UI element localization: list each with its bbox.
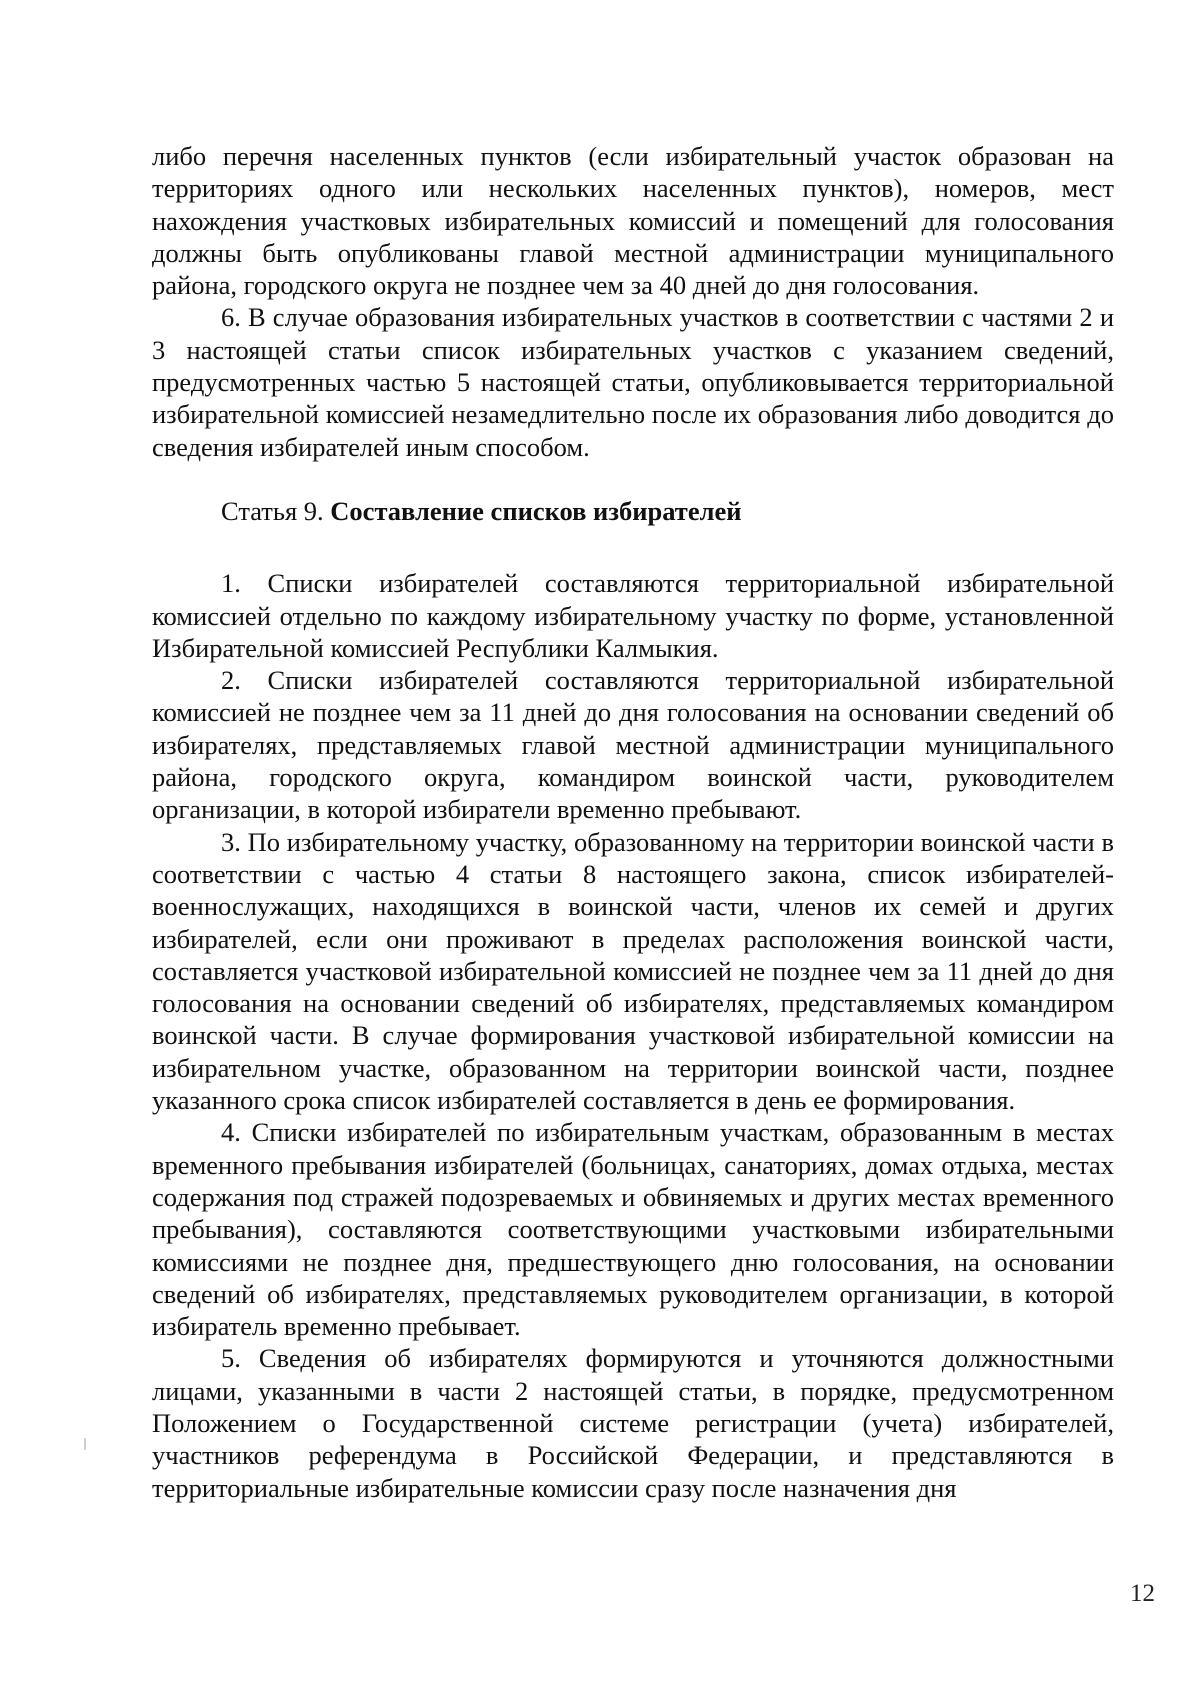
paragraph-item-2: 2. Списки избирателей составляются территориальной избирательной комиссией не позднее чем за 11 дней до дня голосования на основании сведений об избирателях, представляемых главой местной администрации муниципального района, городского округа, командиром воинской части, руководителем организации, в которой избиратели временно пребывают. <box>152 665 1114 825</box>
paragraph-item-3: 3. По избирательному участку, образованному на территории воинской части в соответствии с частью 4 статьи 8 настоящего закона, список избирателей-военнослужащих, находящихся в воинской части, членов их семей и других избирателей, если они проживают в пределах расположения воинской части, составляется участковой избирательной комиссией не позднее чем за 11 дней до дня голосования на основании сведений об избирателях, представляемых командиром воинской части. В случае формирования участковой избирательной комиссии на избирательном участке, образованном на территории воинской части, позднее указанного срока список избирателей составляется в день ее формирования. <box>152 826 1114 1116</box>
article-title: Составление списков избирателей <box>330 495 742 526</box>
document-body <box>152 140 1114 1504</box>
article-heading <box>152 495 1114 527</box>
article-label: Статья 9. <box>221 495 331 526</box>
paragraph-continuation: либо перечня населенных пунктов (если избирательный участок образован на территориях одного или нескольких населенных пунктов), номеров, мест нахождения участковых избирательных комиссий и помещений для голосования должны быть опубликованы главой местной администрации муниципального района, городского округа не позднее чем за 40 дней до дня голосования. <box>152 141 1114 301</box>
paragraph-item-4: 4. Списки избирателей по избирательным участкам, образованным в местах временного пребывания избирателей (больницах, санаториях, домах отдыха, местах содержания под стражей подозреваемых и обвиняемых и других местах временного пребывания), составляются соответствующими участковыми избирательными комиссиями не позднее дня, предшествующего дню голосования, на основании сведений об избирателях, представляемых руководителем организации, в которой избиратель временно пребывает. <box>152 1117 1114 1342</box>
paragraph-item-5: 5. Сведения об избирателях формируются и уточняются должностными лицами, указанными в части 2 настоящей статьи, в порядке, предусмотренном Положением о Государственной системе регистрации (учета) избирателей, участников референдума в Российской Федерации, и представляются в территориальные избирательные комиссии сразу после назначения дня <box>152 1343 1114 1503</box>
page-number: 12 <box>1130 1580 1155 1607</box>
paragraph-item-1: 1. Списки избирателей составляются территориальной избирательной комиссией отдельно по каждому избирательному участку по форме, установленной Избирательной комиссией Республики Калмыкия. <box>152 568 1114 663</box>
paragraph-item-6: 6. В случае образования избирательных участков в соответствии с частями 2 и 3 настоящей статьи список избирательных участков с указанием сведений, предусмотренных частью 5 настоящей статьи, опубликовывается территориальной избирательной комиссией незамедлительно после их образования либо доводится до сведения избирателей иным способом. <box>152 302 1114 462</box>
scan-artifact <box>84 1438 86 1450</box>
